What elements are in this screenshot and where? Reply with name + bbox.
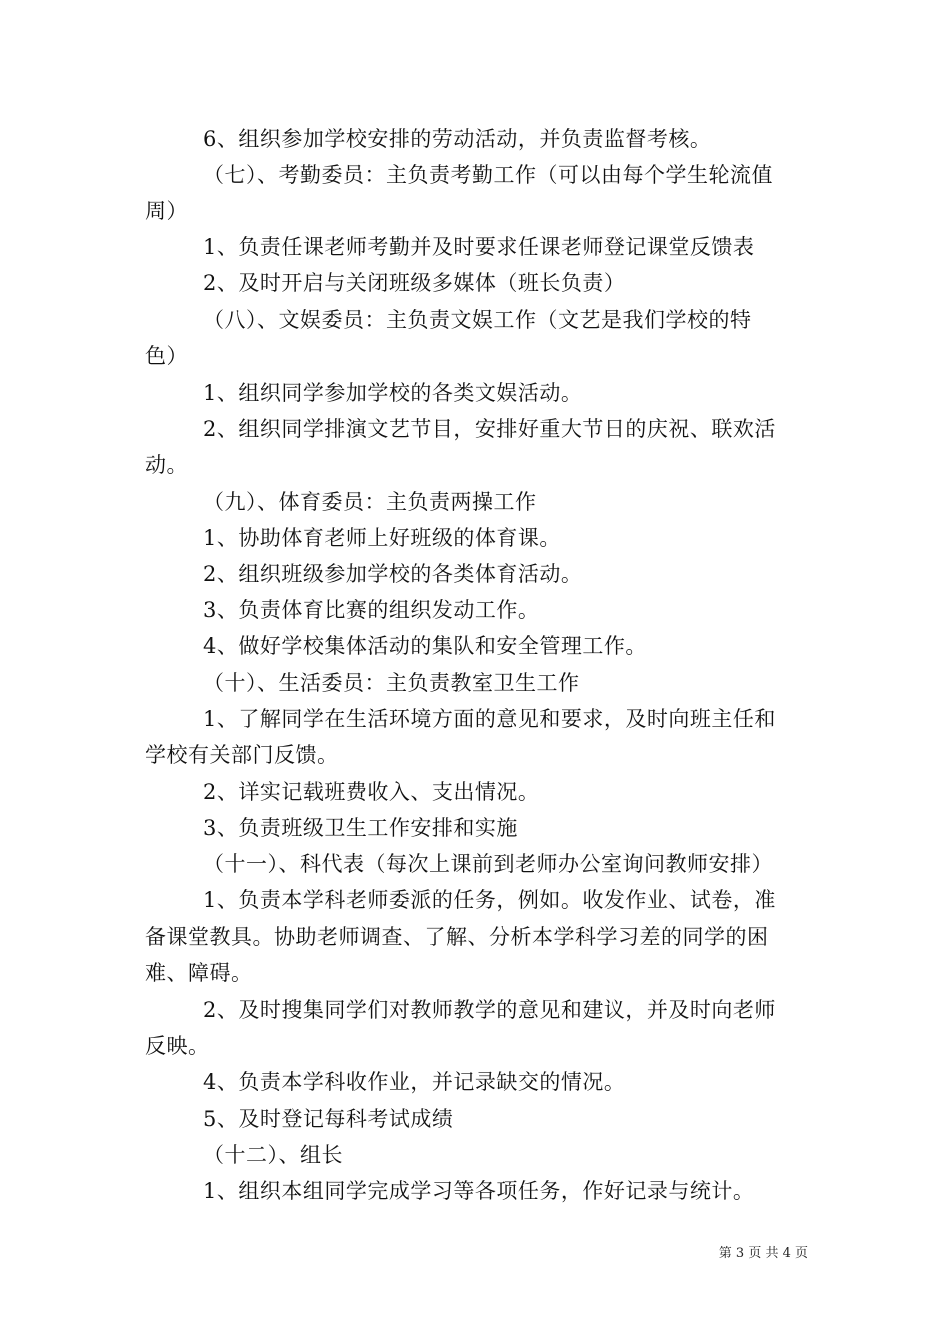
text-line: 2、组织同学排演文艺节目，安排好重大节日的庆祝、联欢活 [203, 417, 776, 441]
section-heading: （九）、体育委员：主负责两操工作 [203, 490, 537, 514]
text-line: 4、负责本学科收作业，并记录缺交的情况。 [203, 1070, 626, 1094]
text-line: 1、了解同学在生活环境方面的意见和要求，及时向班主任和 [203, 707, 776, 731]
text-line: 2、及时开启与关闭班级多媒体（班长负责） [203, 271, 626, 295]
text-line: 动。 [145, 453, 188, 477]
text-line: 周） [145, 199, 188, 223]
text-line: 反映。 [145, 1034, 210, 1058]
text-line: 学校有关部门反馈。 [145, 743, 339, 767]
text-line: 3、负责体育比赛的组织发动工作。 [203, 598, 540, 622]
text-line: 1、协助体育老师上好班级的体育课。 [203, 526, 561, 550]
page-number-footer: 第 3 页 共 4 页 [718, 1246, 808, 1261]
text-line: 1、负责任课老师考勤并及时要求任课老师登记课堂反馈表 [203, 235, 755, 259]
text-line: 2、组织班级参加学校的各类体育活动。 [203, 562, 583, 586]
section-heading: （十一）、科代表（每次上课前到老师办公室询问教师安排） [203, 852, 773, 876]
text-line: 2、及时搜集同学们对教师教学的意见和建议，并及时向老师 [203, 998, 776, 1022]
text-line: 备课堂教具。协助老师调查、了解、分析本学科学习差的同学的困 [145, 925, 769, 949]
text-line: 4、做好学校集体活动的集队和安全管理工作。 [203, 634, 647, 658]
text-line: 1、负责本学科老师委派的任务，例如。收发作业、试卷，准 [203, 888, 776, 912]
section-heading: （八）、文娱委员：主负责文娱工作（文艺是我们学校的特 [203, 308, 752, 332]
text-line: 难、障碍。 [145, 961, 253, 985]
section-heading: （十）、生活委员：主负责教室卫生工作 [203, 671, 580, 695]
text-line: 色） [145, 344, 188, 368]
text-line: 6、组织参加学校安排的劳动活动，并负责监督考核。 [203, 127, 712, 151]
text-line: 3、负责班级卫生工作安排和实施 [203, 816, 518, 840]
text-line: 5、及时登记每科考试成绩 [203, 1107, 454, 1131]
text-line: 2、详实记载班费收入、支出情况。 [203, 780, 540, 804]
section-heading: （十二）、组长 [203, 1143, 343, 1167]
section-heading: （七）、考勤委员：主负责考勤工作（可以由每个学生轮流值 [203, 163, 773, 187]
text-line: 1、组织同学参加学校的各类文娱活动。 [203, 381, 583, 405]
text-line: 1、组织本组同学完成学习等各项任务，作好记录与统计。 [203, 1179, 755, 1203]
